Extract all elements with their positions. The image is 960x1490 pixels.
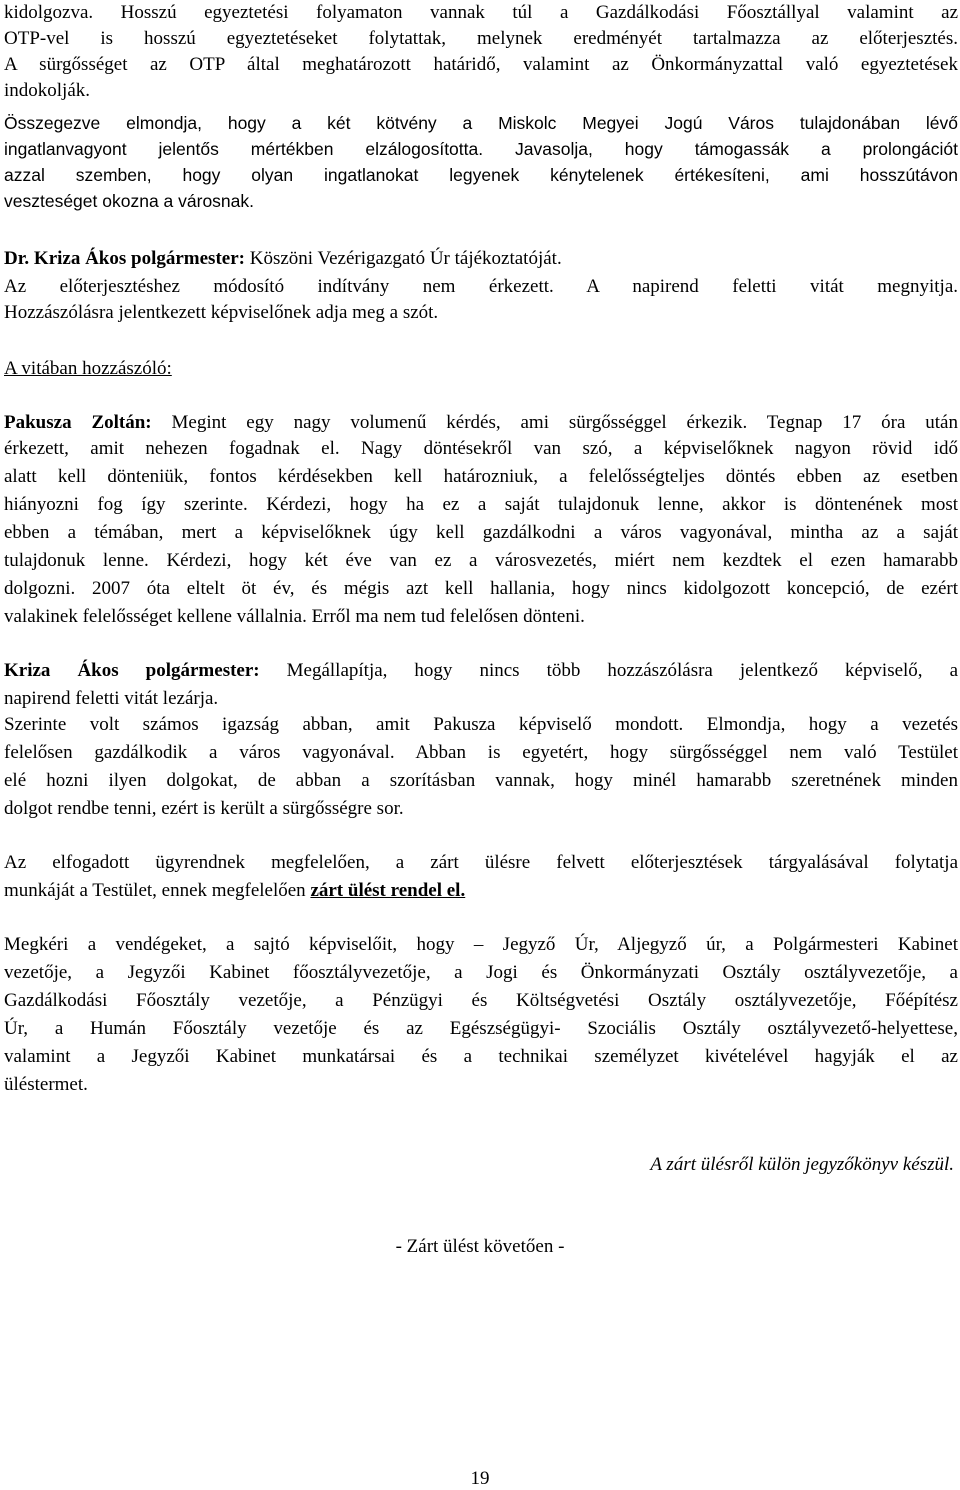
paragraph-line: A sürgősséget az OTP által meghatározott határidő, valamint az Önkormányzattal való egyeztetések (4, 54, 958, 75)
speech-text: Nagy döntésekről van szó, a képviselőknek nagyon rövid idő (339, 438, 958, 459)
paragraph-line: azzal szemben, hogy olyan ingatlanokat legyenek kénytelenek értékesíteni, ami hosszútávon (4, 165, 958, 185)
paragraph-line (4, 492, 958, 518)
page-number: 19 (470, 1468, 490, 1489)
paragraph-line: elé hozni ilyen dolgokat, de abban a szorításban vannak, hogy minél hamarabb szeretnének minden (4, 770, 958, 791)
paragraph-line (4, 604, 958, 630)
paragraph-line: veszteséget okozna a városnak. (4, 191, 255, 211)
paragraph-line: alatt kell dönteniük, fontos kérdésekben kell határozniuk, a felelősségteljes döntés ebben az esetben (4, 466, 958, 487)
paragraph-line: Az elfogadott ügyrendnek megfelelően, a zárt ülésre felvett előterjesztések tárgyalásával folytatja (4, 852, 958, 873)
speech-text: Kérdezi, hogy két éve van ez a városvezetés, miért nem kezdtek el ezen hamarabb (148, 550, 958, 571)
paragraph-line (4, 878, 958, 904)
paragraph-line: Hozzászólásra jelentkezett képviselőnek adja meg a szót. (4, 302, 439, 323)
paragraph-line: Megkéri a vendégeket, a sajtó képviselőit, hogy – Jegyző Úr, Aljegyző úr, a Polgármesteri Kabinet (4, 934, 958, 955)
speech-text: Kérdezi, hogy ha ez a saját tulajdonuk lenne, akkor is döntenének most (247, 494, 958, 515)
paragraph-line: üléstermet. (4, 1074, 88, 1095)
speech-text: munkáját a Testület, ennek megfelelően (4, 880, 311, 901)
section-divider: - Zárt ülést követően - (395, 1236, 565, 1257)
sentence: Javasolja, hogy támogassák a prolongációt (483, 139, 958, 159)
paragraph-line: vezetője, a Jegyzői Kabinet főosztályvezetője, a Jogi és Önkormányzati Osztály osztályvezetője, a (4, 962, 958, 983)
paragraph-line: indokolják. (4, 80, 91, 101)
paragraph-line (4, 136, 958, 162)
paragraph-line: valamint a Jegyzői Kabinet munkatársai és a technikai személyzet kivételével hagyják el az (4, 1046, 958, 1067)
speech-text: hiányozni fog így szerinte. (4, 494, 248, 515)
paragraph-line: kidolgozva. Hosszú egyeztetési folyamaton vannak túl a Gazdálkodási Főosztállyal valamint az (4, 2, 958, 23)
speech-text: tulajdonuk lenne. (4, 550, 149, 571)
speech-text: valakinek felelősséget kellene vállalnia. (4, 606, 307, 627)
paragraph-line (4, 658, 958, 684)
paragraph-line: Az előterjesztéshez módosító indítvány nem érkezett. A napirend feletti vitát megnyitja. (4, 276, 958, 297)
speaker-name: Pakusza Zoltán: (4, 412, 152, 433)
paragraph-line: Szerinte volt számos igazság abban, amit Pakusza képviselő mondott. Elmondja, hogy a vezetés (4, 714, 958, 735)
closed-session-decision: zárt ülést rendel el. (310, 880, 466, 901)
closed-session-note: A zárt ülésről külön jegyzőkönyv készül. (650, 1154, 954, 1175)
speech-text: Köszöni Vezérigazgató Úr tájékoztatóját. (244, 248, 562, 269)
speech-text: érkezett, amit nehezen fogadnak el. (4, 438, 340, 459)
paragraph-line: Úr, a Humán Főosztály vezetője és az Egészségügyi- Szociális Osztály osztályvezető-helyettese, (4, 1018, 958, 1039)
paragraph-line (4, 436, 958, 462)
sentence: ingatlanvagyont jelentős mértékben elzálogosította. (4, 139, 484, 159)
speech-text: Megállapítja, hogy nincs több hozzászólásra jelentkező képviselő, a (259, 660, 958, 681)
speech-text: Erről ma nem tud felelősen dönteni. (306, 606, 585, 627)
speech-text: dolgozni. (4, 578, 76, 599)
speech-text: 2007 óta eltelt öt év, és mégis azt kell hallania, hogy nincs kidolgozott koncepció, de ezért (75, 578, 958, 599)
paragraph-line (4, 410, 958, 436)
paragraph-line: felelősen gazdálkodik a város vagyonával. Abban is egyetért, hogy sürgősséggel nem való Testület (4, 742, 958, 763)
speaker-name: Kriza Ákos polgármester: (4, 660, 260, 681)
paragraph-line: OTP-vel is hosszú egyeztetéseket folytattak, melynek eredményét tartalmazza az előterjesztés. (4, 28, 958, 49)
debate-heading: A vitában hozzászóló: (4, 358, 172, 379)
speech-text: Megint egy nagy volumenű kérdés, ami sürgősséggel érkezik. (151, 412, 748, 433)
paragraph-line: Összegezve elmondja, hogy a két kötvény a Miskolc Megyei Jogú Város tulajdonában lévő (4, 113, 958, 133)
paragraph-line: napirend feletti vitát lezárja. (4, 688, 219, 709)
speaker-name: Dr. Kriza Ákos polgármester: (4, 248, 245, 269)
paragraph-line (4, 576, 958, 602)
paragraph-line: ebben a témában, mert a képviselőknek úgy kell gazdálkodni a város vagyonával, mintha az a saját (4, 522, 958, 543)
speech-text: Tegnap 17 óra után (747, 412, 958, 433)
paragraph-line: dolgot rendbe tenni, ezért is került a sürgősségre sor. (4, 798, 404, 819)
paragraph-line: Gazdálkodási Főosztály vezetője, a Pénzügyi és Költségvetési Osztály osztályvezetője, Főépítész (4, 990, 958, 1011)
paragraph-line (4, 246, 958, 272)
paragraph-line (4, 548, 958, 574)
